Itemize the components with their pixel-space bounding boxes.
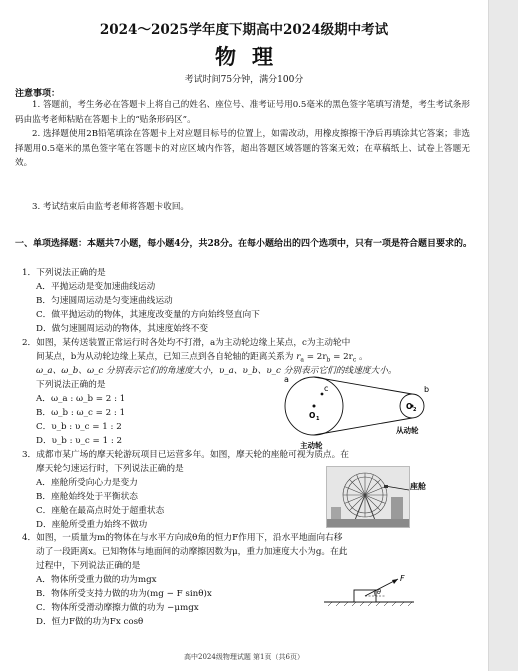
fig-label-o2-sub: 2 — [413, 407, 417, 413]
force-label: F — [400, 574, 405, 583]
fig-label-b: b — [424, 385, 430, 394]
q1-stem: 1．下列说法正确的是 — [22, 268, 106, 278]
section-1-heading: 一、单项选择题：本题共7小题，每小题4分，共28分。在每小题给出的四个选项中，只有一项是符合题目要求的。 — [15, 239, 473, 249]
force-arrowhead — [392, 579, 398, 584]
q3-line-1: 3．成都市某广场的摩天轮游玩项目已运营多年。如图，摩天轮的座舱可视为质点。在 — [22, 450, 349, 460]
belt-drive-figure — [278, 372, 438, 452]
notice-item-3: 3. 考试结束后由监考老师将答题卡收回。 — [32, 202, 190, 212]
q3-option-a: A．座舱所受向心力是变力 — [36, 478, 138, 488]
force-diagram — [318, 572, 418, 608]
q2-line-3: ω_a、ω_b、ω_c 分别表示它们的角速度大小，υ_a、υ_b、υ_c 分别表示它们的线速度大小。 — [36, 366, 397, 376]
viewer-sidebar — [488, 0, 518, 671]
q2-option-b: B．ω_b : ω_c = 2 : 1 — [36, 408, 126, 418]
q3-option-c: C．座舱在最高点时处于超重状态 — [36, 506, 165, 516]
q2-eq-2: = 2r — [330, 352, 353, 362]
q1-option-a: A．平抛运动是变加速曲线运动 — [36, 282, 156, 292]
fig-label-o1-sub: 1 — [316, 416, 320, 422]
o1-point — [313, 405, 316, 408]
q2-eq-end: 。 — [356, 352, 368, 362]
q4-option-b: B．物体所受支持力做的功为(mg − F sinθ)x — [36, 589, 212, 599]
ferris-wheel-drawing — [327, 467, 409, 527]
q2-eq-1: = 2r — [304, 352, 327, 362]
q2-line-2-text: 间某点，b为从动轮边缘上某点，已知三点到各自轮轴的距离关系为 — [36, 352, 297, 362]
q4-option-c: C．物体所受滑动摩擦力做的功为 −μmgx — [36, 603, 199, 613]
exam-title: 2024～2025学年度下期高中2024级期中考试 — [99, 22, 389, 38]
q2-line-1: 2．如图，某传送装置正常运行时各处均不打滑，a为主动轮边缘上某点，c为主动轮中 — [22, 338, 351, 348]
q4-line-3: 过程中，下列说法正确的是 — [36, 561, 141, 571]
q2-sub-c: c — [352, 356, 357, 364]
q2-option-d: D．υ_b : υ_c = 1 : 2 — [36, 436, 123, 446]
q4-option-d: D．恒力F做的功为Fx cosθ — [36, 617, 144, 627]
q2-line-4: 下列说法正确的是 — [36, 380, 106, 390]
page-footer: 高中2024级物理试题 第1页（共6页） — [184, 653, 304, 661]
q2-r-symbol: r — [296, 352, 301, 362]
q1-option-c: C．做平抛运动的物体，其速度改变量的方向始终竖直向下 — [36, 310, 260, 320]
q4-line-1: 4．如图，一质量为m的物体在与水平方向成θ角的恒力F作用下，沿水平地面向右移 — [22, 533, 343, 543]
fig-label-drive: 主动轮 — [300, 441, 323, 450]
q1-option-b: B．匀速圆周运动是匀变速曲线运动 — [36, 296, 173, 306]
q2-sub-b: b — [326, 356, 331, 364]
ferris-wheel-photo — [326, 466, 410, 528]
subject-title: 物理 — [215, 44, 289, 69]
fig-label-o1: O — [309, 411, 316, 420]
belt-top — [314, 377, 412, 394]
angle-label: θ — [377, 588, 381, 596]
notice-heading: 注意事项： — [15, 89, 61, 99]
fig-label-driven: 从动轮 — [396, 426, 419, 435]
fig-label-o2: O — [406, 402, 413, 411]
q3-option-d: D．座舱所受重力始终不做功 — [36, 520, 148, 530]
q2-option-c: C．υ_b : υ_c = 1 : 2 — [36, 422, 122, 432]
q2-option-a: A．ω_a : ω_b = 2 : 1 — [36, 394, 126, 404]
q3-line-2: 摩天轮匀速运行时，下列说法正确的是 — [36, 464, 184, 474]
q1-option-d: D．做匀速圆周运动的物体，其速度始终不变 — [36, 324, 209, 334]
q4-line-2: 动了一段距离x。已知物体与地面间的动摩擦因数为μ，重力加速度大小为g。在此 — [36, 547, 348, 557]
time-info: 考试时间75分钟，满分100分 — [184, 75, 304, 85]
cabin-label: 座舱 — [410, 482, 426, 491]
q4-option-a: A．物体所受重力做的功为mgx — [36, 575, 157, 585]
notice-item-2: 2. 选择题使用2B铅笔填涂在答题卡上对应题目标号的位置上，如需改动，用橡皮擦擦干净后再填涂其它答案；非选择题用0.5毫米的黑色签字笔在答题卡的对应区域内作答，超出答题区域答题的答案无效；在草稿纸上、试卷上答题无效。 — [15, 129, 470, 169]
fig-label-c: c — [324, 384, 329, 393]
c-point — [321, 393, 324, 396]
notice-item-1: 1. 答题前，考生务必在答题卡上将自己的姓名、座位号、准考证号用0.5毫米的黑色签字笔填写清楚，考生考试条形码由监考老师粘贴在答题卡上的“贴条形码区”。 — [15, 100, 470, 125]
fig-label-a: a — [284, 375, 289, 384]
q3-option-b: B．座舱始终处于平衡状态 — [36, 492, 138, 502]
q2-sub-a: a — [300, 356, 304, 364]
